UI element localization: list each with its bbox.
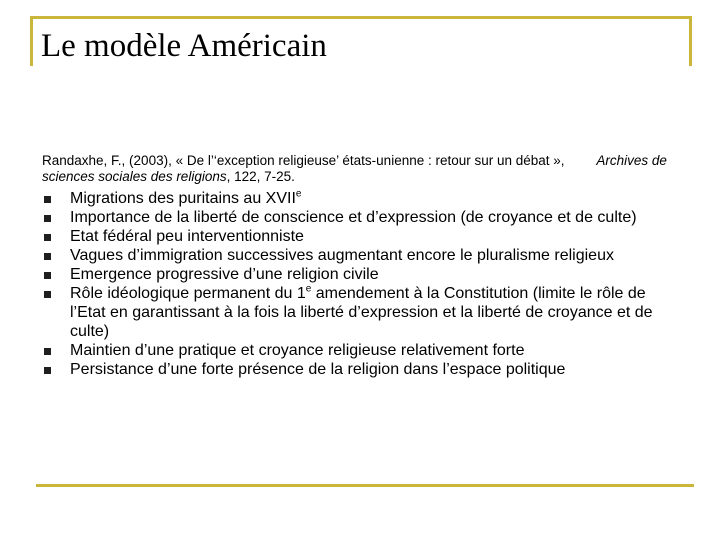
frame-left-line xyxy=(30,16,33,66)
square-bullet-icon xyxy=(44,253,51,260)
reference-journal: Archives de sciences sociales des religions xyxy=(42,153,667,184)
bullet-item: Maintien d’une pratique et croyance religieuse relativement forte xyxy=(44,341,684,360)
reference-citation xyxy=(42,153,692,185)
slide-title: Le modèle Américain xyxy=(41,28,327,64)
bullet-item: Persistance d’une forte présence de la religion dans l’espace politique xyxy=(44,360,684,379)
bullet-item: Rôle idéologique permanent du 1e amendement à la Constitution (limite le rôle de l’Etat en garantissant à la fois la liberté d’expression et la liberté de croyance et de culte) xyxy=(44,284,684,341)
bullet-item: Etat fédéral peu interventionniste xyxy=(44,227,684,246)
square-bullet-icon xyxy=(44,234,51,241)
square-bullet-icon xyxy=(44,291,51,298)
bullet-item: Migrations des puritains au XVIIe xyxy=(44,189,684,208)
bullet-list xyxy=(44,189,684,379)
square-bullet-icon xyxy=(44,272,51,279)
bullet-item: Vagues d’immigration successives augmentant encore le pluralisme religieux xyxy=(44,246,684,265)
reference-volume: , 122, 7-25. xyxy=(226,169,295,184)
square-bullet-icon xyxy=(44,348,51,355)
bullet-item: Importance de la liberté de conscience et d’expression (de croyance et de culte) xyxy=(44,208,684,227)
frame-top-line xyxy=(30,16,692,19)
square-bullet-icon xyxy=(44,367,51,374)
square-bullet-icon xyxy=(44,196,51,203)
reference-authors: Randaxhe, F., (2003), « De l’‘exception religieuse’ états-unienne : retour sur un débat », xyxy=(42,153,569,168)
frame-right-line xyxy=(689,16,692,66)
square-bullet-icon xyxy=(44,215,51,222)
frame-bottom-line xyxy=(36,484,694,487)
bullet-item: Emergence progressive d’une religion civile xyxy=(44,265,684,284)
